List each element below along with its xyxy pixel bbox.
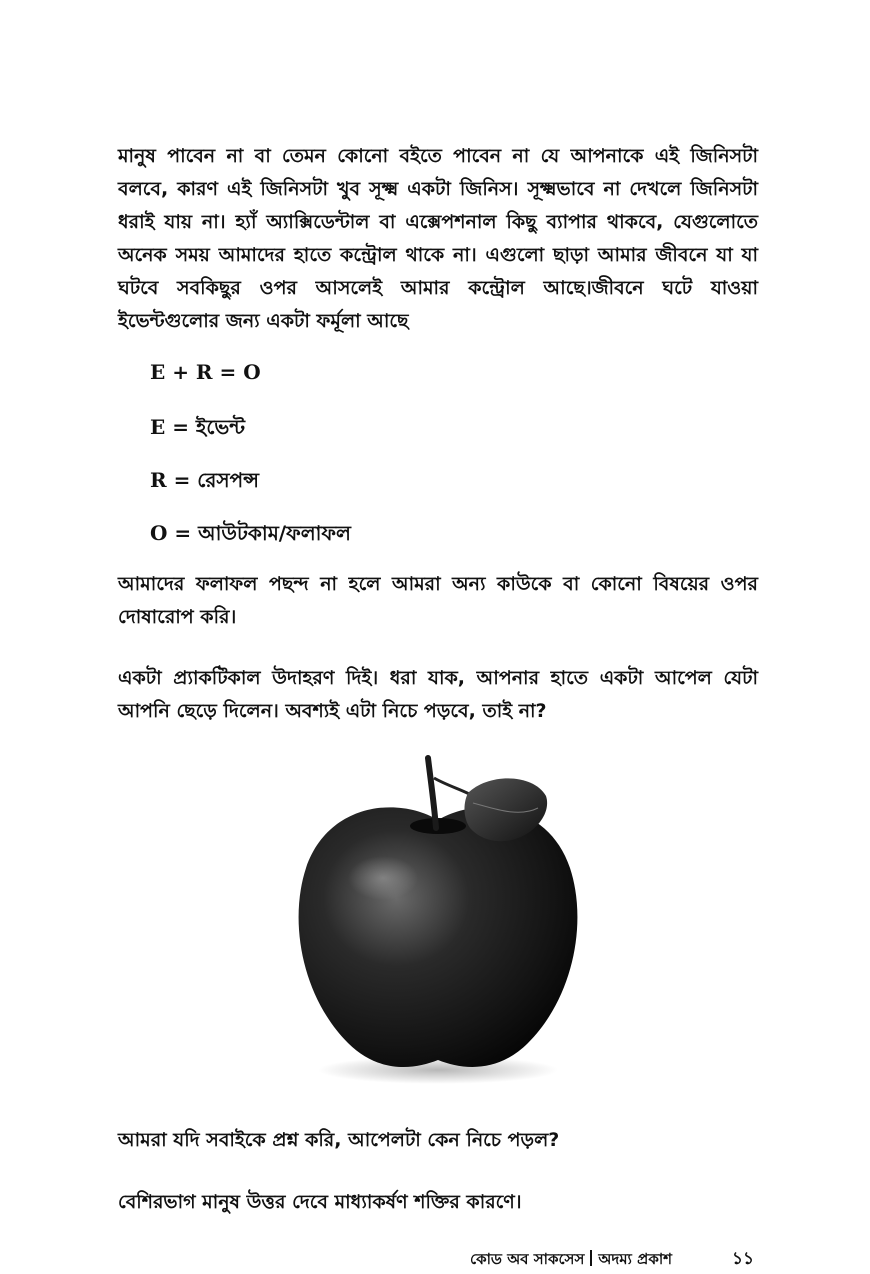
formula-outcome: O = আউটকাম/ফলাফল [150,521,351,545]
footer-publisher: অদম্য প্রকাশ [598,1250,673,1268]
paragraph-intro: মানুষ পাবেন না বা তেমন কোনো বইতে পাবেন না যে আপনাকে এই জিনিসটা বলবে, কারণ এই জিনিসটা খুব সূক্ষ্ম একটা জিনিস। সূক্ষ্মভাবে না দেখলে জিনিসটা ধরাই যায় না। হ্যাঁ অ্যাক্সিডেন্টাল বা এক্সেপশনাল কিছু ব্যাপার থাকবে, যেগুলোতে অনেক সময় আমাদের হাতে কন্ট্রোল থাকে না। এগুলো ছাড়া আমার জীবনে যা যা ঘটবে সবকিছুর ওপর আসলেই আমার কন্ট্রোল আছে।জীবনে ঘটে যাওয়া ইভেন্টগুলোর জন্য একটা ফর্মূলা আছে [118,145,758,332]
paragraph-example: একটা প্র্যাকটিকাল উদাহরণ দিই। ধরা যাক, আপনার হাতে একটা আপেল যেটা আপনি ছেড়ে দিলেন। অবশ্যই এটা নিচে পড়বে, তাই না? [118,667,758,722]
formula-main: E + R = O [150,360,261,384]
page-number: ১১ [732,1249,755,1269]
footer-divider [590,1250,592,1266]
footer-book-title: কোড অব সাকসেস [470,1250,585,1268]
apple-image [288,748,588,1088]
formula-response: R = রেসপন্স [150,468,259,492]
paragraph-question: আমরা যদি সবাইকে প্রশ্ন করি, আপেলটা কেন নিচে পড়ল? [118,1129,560,1151]
formula-event: E = ইভেন্ট [150,415,246,439]
page-footer [470,1248,672,1273]
paragraph-blame: আমাদের ফলাফল পছন্দ না হলে আমরা অন্য কাউকে বা কোনো বিষয়ের ওপর দোষারোপ করি। [118,573,758,628]
paragraph-answer: বেশিরভাগ মানুষ উত্তর দেবে মাধ্যাকর্ষণ শক্তির কারণে। [118,1191,522,1213]
